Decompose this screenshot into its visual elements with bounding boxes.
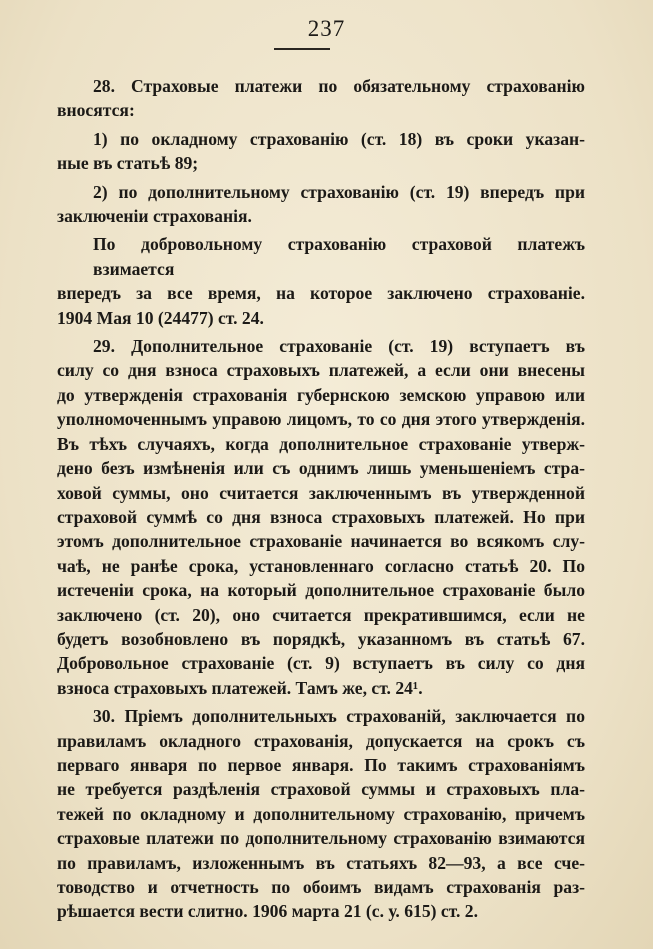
text-line: товодство и отчетность по обоимъ видамъ страхованія раз- xyxy=(57,877,585,897)
text-line: По добровольному страхованію страховой платежъ взимается xyxy=(93,234,585,279)
text-line: перваго января по первое января. По такимъ страхованіямъ xyxy=(57,754,585,775)
text-line: впередъ за все время, на которое заключено страхованіе. xyxy=(57,283,585,304)
text-line: не требуется раздѣленія страховой суммы и страховыхъ пла- xyxy=(57,779,585,800)
text-line: до утвержденія страхованія губернскою земскою управою или xyxy=(57,384,585,405)
text-line: Добровольное страхованіе (ст. 9) вступаетъ въ силу со дня xyxy=(57,653,585,674)
text-line: вносятся: xyxy=(57,100,135,121)
text-line: взноса страховыхъ платежей. Тамъ же, ст. 24¹. xyxy=(57,677,423,698)
text-line: 30. Пріемъ дополнительныхъ страхованій, заключается по xyxy=(93,706,585,727)
text-line: 28. Страховые платежи по обязательному страхованію xyxy=(93,76,585,96)
text-line: этомъ дополнительное страхованіе начинается во всякомъ слу- xyxy=(57,531,585,552)
text-line: заключено (ст. 20), оно считается прекратившимся, если не xyxy=(57,604,585,625)
body-text xyxy=(57,74,585,924)
text-line: Въ тѣхъ случаяхъ, когда дополнительное страхованіе утверж- xyxy=(57,433,585,454)
text-line: чаѣ, не ранѣе срока, установленнаго согласно статьѣ 20. По xyxy=(57,555,585,576)
text-line: по правиламъ, изложеннымъ въ статьяхъ 82—93, а все сче- xyxy=(57,852,585,873)
text-line: тежей по окладному и дополнительному страхованію, причемъ xyxy=(57,803,585,824)
text-line: 2) по дополнительному страхованію (ст. 19) впередъ при xyxy=(93,181,585,202)
text-line: уполномоченнымъ управою лицомъ, то со дня этого утвержденія. xyxy=(57,409,585,430)
text-line: заключеніи страхованія. xyxy=(57,206,252,227)
text-line: правиламъ окладного страхованія, допускается на срокъ съ xyxy=(57,730,585,751)
text-line: дено безъ измѣненія или съ однимъ лишь уменьшеніемъ стра- xyxy=(57,458,585,479)
page-number-rule xyxy=(274,48,330,50)
text-line: истеченіи срока, на который дополнительное страхованіе было xyxy=(57,580,585,601)
text-line: ховой суммы, оно считается заключеннымъ въ утвержденной xyxy=(57,482,585,503)
text-line: будетъ возобновлено въ порядкѣ, указанномъ въ статьѣ 67. xyxy=(57,628,585,649)
page-number: 237 xyxy=(307,16,346,41)
text-line: ные въ статьѣ 89; xyxy=(57,153,199,174)
text-line: 1904 Мая 10 (24477) ст. 24. xyxy=(57,307,264,328)
text-line: 1) по окладному страхованію (ст. 18) въ сроки указан- xyxy=(93,128,585,149)
text-line: силу со дня взноса страховыхъ платежей, а если они внесены xyxy=(57,360,585,381)
text-line: страховой суммѣ со дня взноса страховыхъ платежей. Но при xyxy=(57,506,585,527)
text-line: 29. Дополнительное страхованіе (ст. 19) вступаетъ въ xyxy=(93,336,585,357)
text-line: рѣшается вести слитно. 1906 марта 21 (с. у. 615) ст. 2. xyxy=(57,901,478,922)
text-line: страховые платежи по дополнительному страхованію взимаются xyxy=(57,828,585,849)
